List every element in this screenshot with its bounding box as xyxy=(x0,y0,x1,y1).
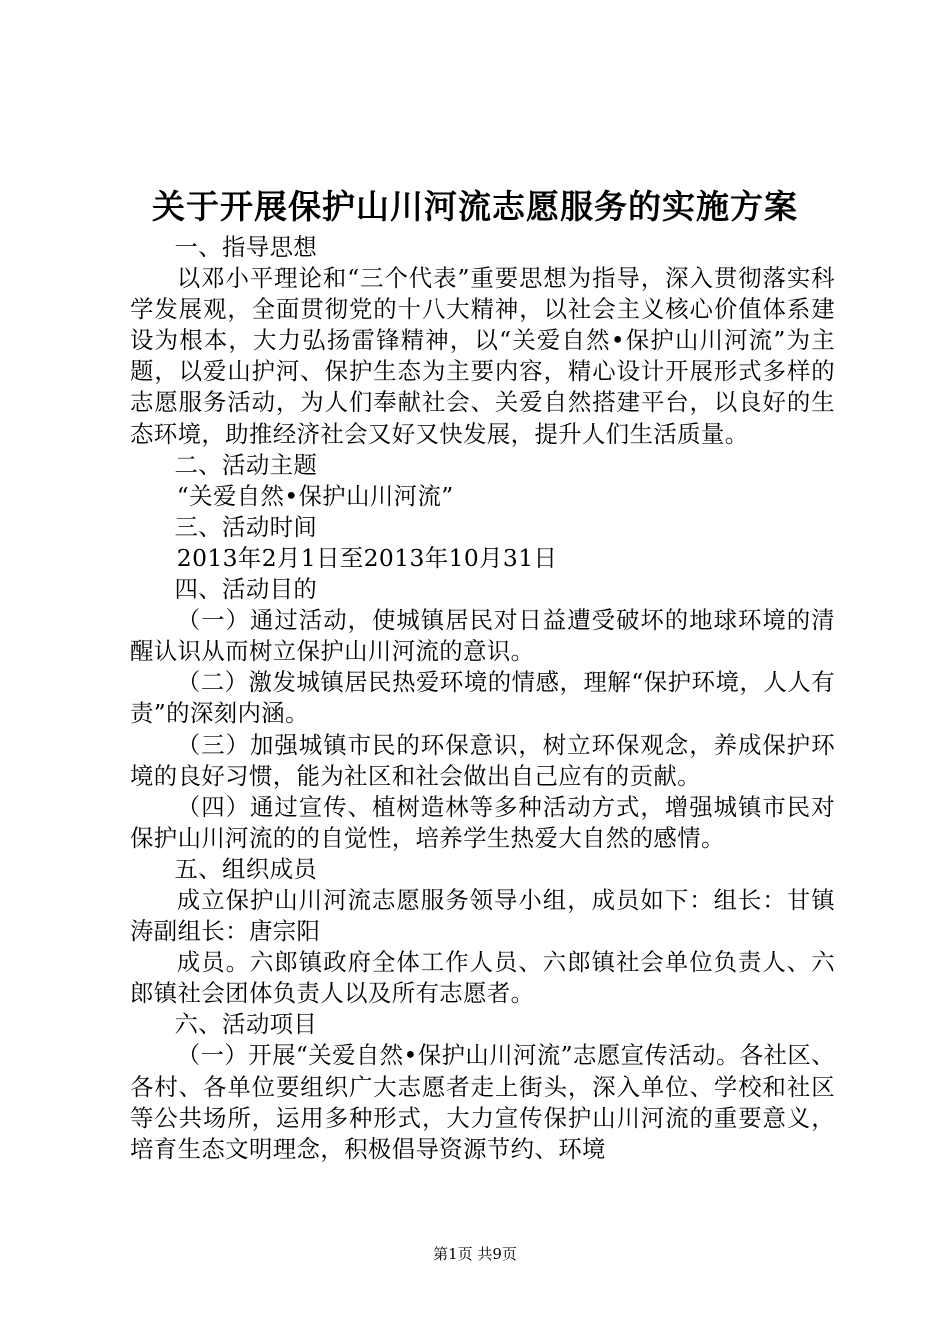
paragraph: 以邓小平理论和“三个代表”重要思想为指导，深入贯彻落实科学发展观，全面贯彻党的十八大精神，以社会主义核心价值体系建设为根本，大力弘扬雷锋精神，以“关爱自然•保护山川河流”为主题，以爱山护河、保护生态为主要内容，精心设计开展形式多样的志愿服务活动，为人们奉献社会、关爱自然搭建平台，以良好的生态环境，助推经济社会又好又快发展，提升人们生活质量。 xyxy=(130,264,835,448)
paragraph: 成员。六郎镇政府全体工作人员、六郎镇社会单位负责人、六郎镇社会团体负责人以及所有志愿者。 xyxy=(130,948,835,1008)
paragraph: （一）开展“关爱自然•保护山川河流”志愿宣传活动。各社区、各村、各单位要组织广大志愿者走上街头，深入单位、学校和社区等公共场所，运用多种形式，大力宣传保护山川河流的重要意义，培育生态文明理念，积极倡导资源节约、环境 xyxy=(130,1041,835,1163)
page-footer: 第1页 共9页 xyxy=(433,1245,517,1263)
section-heading: 五、组织成员 xyxy=(174,854,318,883)
paragraph: 成立保护山川河流志愿服务领导小组，成员如下：组长：甘镇涛副组长：唐宗阳 xyxy=(130,885,835,946)
section-heading: 三、活动时间 xyxy=(174,512,318,541)
paragraph: “关爱自然•保护山川河流” xyxy=(176,481,454,510)
section-heading: 四、活动目的 xyxy=(174,575,318,604)
section-heading: 一、指导思想 xyxy=(174,233,318,261)
document-title: 关于开展保护山川河流志愿服务的实施方案 xyxy=(152,187,798,226)
paragraph: （二）激发城镇居民热爱环境的情感，理解“保护环境，人人有责”的深刻内涵。 xyxy=(130,668,835,728)
paragraph: （一）通过活动，使城镇居民对日益遭受破坏的地球环境的清醒认识从而树立保护山川河流的意识。 xyxy=(130,606,835,666)
paragraph: （四）通过宣传、植树造林等多种活动方式，增强城镇市民对保护山川河流的的自觉性，培养学生热爱大自然的感情。 xyxy=(130,792,835,852)
paragraph: 2013年2月1日至2013年10月31日 xyxy=(176,543,558,572)
paragraph: （三）加强城镇市民的环保意识，树立环保观念，养成保护环境的良好习惯，能为社区和社会做出自己应有的贡献。 xyxy=(130,730,835,790)
section-heading: 二、活动主题 xyxy=(174,450,318,479)
document-body xyxy=(130,232,835,1165)
section-heading: 六、活动项目 xyxy=(174,1010,318,1039)
